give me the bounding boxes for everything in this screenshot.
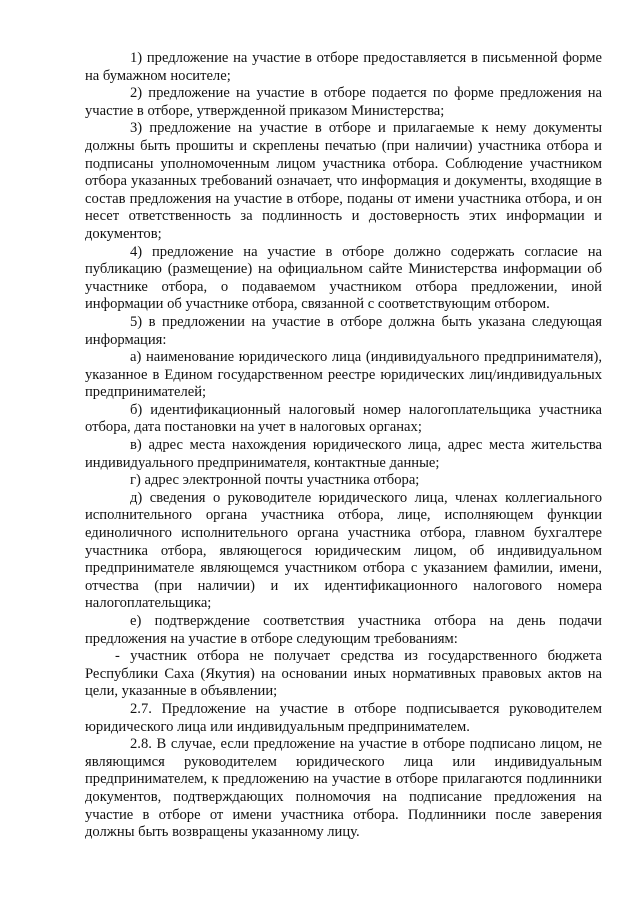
paragraph-item-4: 4) предложение на участие в отборе должно содержать согласие на публикацию (размещение) на официальном сайте Министерства информации об участнике отбора, о подаваемом участником отбора предложении, иной информации об участнике отбора, связанной с соответствующим отбором. — [85, 243, 602, 313]
paragraph-subitem-e: е) подтверждение соответствия участника отбора на день подачи предложения на участие в отборе следующим требованиям: — [85, 613, 602, 647]
paragraph-section-2-8: 2.8. В случае, если предложение на участие в отборе подписано лицом, не являющимся руководителем юридического лица или индивидуальным предпринимателем, к предложению на участие в отборе прилагаются подлинники документов, подтверждающих полномочия на подписание предложения на участие в отборе от имени участника отбора. Подлинники после заверения должны быть возвращены указанному лицу. — [85, 736, 602, 841]
paragraph-item-5: 5) в предложении на участие в отборе должна быть указана следующая информация: — [85, 313, 602, 348]
paragraph-subitem-d: д) сведения о руководителе юридического лица, членах коллегиального исполнительного органа участника отбора, лице, исполняющем функции единоличного исполнительного органа участника отбора, главном бухгалтере участника отбора, являющегося юридическим лицом, об индивидуальном предпринимателе являющемся участником отбора с указанием фамилии, имени, отчества (при наличии) и их идентификационного налогового номера налогоплательщика; — [85, 489, 602, 612]
paragraph-item-1: 1) предложение на участие в отборе предоставляется в письменной форме на бумажном носителе; — [85, 50, 602, 84]
paragraph-dash-item: - участник отбора не получает средства из государственного бюджета Республики Саха (Якутия) на основании иных нормативных правовых актов на цели, указанные в объявлении; — [85, 648, 602, 700]
paragraph-subitem-v: в) адрес места нахождения юридического лица, адрес места жительства индивидуального предпринимателя, контактные данные; — [85, 437, 602, 471]
document-page — [85, 50, 602, 842]
paragraph-item-2: 2) предложение на участие в отборе подается по форме предложения на участие в отборе, утвержденной приказом Министерства; — [85, 85, 602, 119]
paragraph-item-3: 3) предложение на участие в отборе и прилагаемые к нему документы должны быть прошиты и скреплены печатью (при наличии) участника отбора и подписаны уполномоченным лицом участника отбора. Соблюдение участником отбора указанных требований означает, что информация и документы, входящие в состав предложения на участие в отборе, поданы от имени участника отбора, и он несет ответственность за подлинность и достоверность этих информации и документов; — [85, 120, 602, 242]
paragraph-subitem-a: а) наименование юридического лица (индивидуального предпринимателя), указанное в Едином государственном реестре юридических лиц/индивидуальных предпринимателей; — [85, 349, 602, 401]
paragraph-section-2-7: 2.7. Предложение на участие в отборе подписывается руководителем юридического лица или индивидуальным предпринимателем. — [85, 700, 602, 735]
paragraph-subitem-b: б) идентификационный налоговый номер налогоплательщика участника отбора, дата постановки на учет в налоговых органах; — [85, 401, 602, 436]
paragraph-subitem-g: г) адрес электронной почты участника отбора; — [130, 472, 420, 489]
